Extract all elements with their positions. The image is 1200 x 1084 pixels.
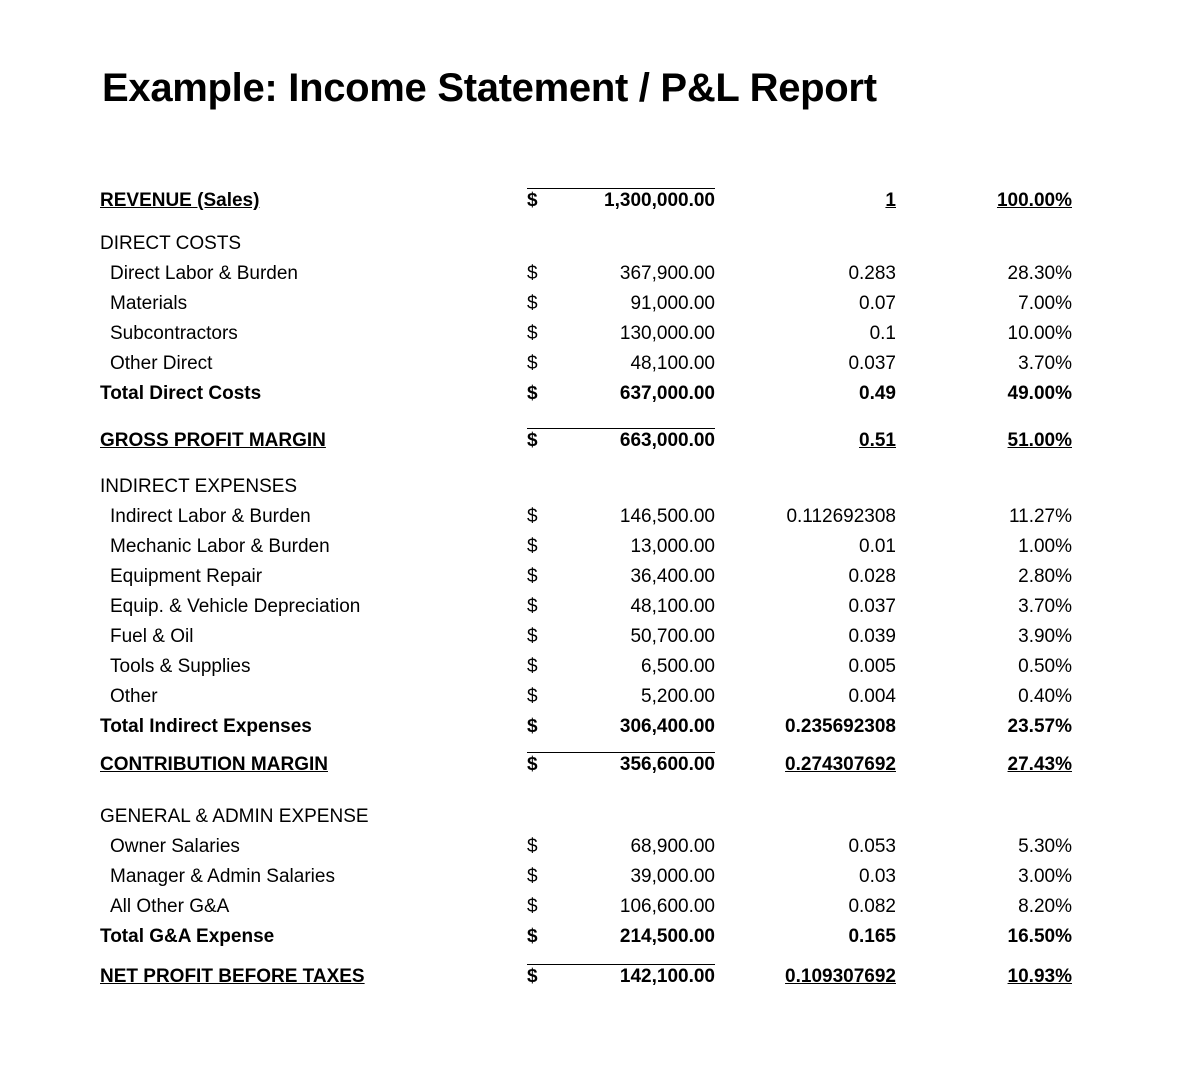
row-label: Materials: [110, 293, 188, 314]
row-percent: 100.00%: [996, 190, 1072, 211]
dollar-sign: $: [527, 866, 538, 887]
page-title: Example: Income Statement / P&L Report: [102, 66, 877, 110]
row-ratio: 1: [885, 190, 896, 211]
line-item-row: [0, 321, 1200, 347]
row-amount: 50,700.00: [630, 626, 715, 647]
row-amount: 48,100.00: [630, 353, 715, 374]
dollar-sign: $: [527, 506, 538, 527]
row-percent: 0.40%: [1018, 686, 1072, 707]
row-amount: 91,000.00: [630, 293, 715, 314]
dollar-sign: $: [527, 323, 538, 344]
row-amount: 142,100.00: [619, 966, 715, 987]
line-item-row: [0, 894, 1200, 920]
row-label: REVENUE (Sales): [100, 190, 260, 211]
line-item-row: [0, 261, 1200, 287]
row-ratio: 0.037: [848, 353, 896, 374]
amount-underline: [527, 188, 715, 189]
row-ratio: 0.01: [859, 536, 896, 557]
dollar-sign: $: [527, 293, 538, 314]
line-item-row: [0, 291, 1200, 317]
row-amount: 663,000.00: [619, 430, 715, 451]
row-percent: 10.93%: [1007, 966, 1072, 987]
row-label: Indirect Labor & Burden: [110, 506, 311, 527]
dollar-sign: $: [527, 716, 538, 737]
row-amount: 214,500.00: [619, 926, 715, 947]
row-label: Owner Salaries: [110, 836, 240, 857]
row-percent: 11.27%: [1008, 506, 1072, 527]
gross-profit-row: [0, 428, 1200, 454]
row-ratio: 0.037: [848, 596, 896, 617]
row-amount: 106,600.00: [619, 896, 715, 917]
row-label: All Other G&A: [110, 896, 230, 917]
row-ratio: 0.51: [859, 430, 896, 451]
row-ratio: 0.082: [848, 896, 896, 917]
row-label: Tools & Supplies: [110, 656, 251, 677]
row-percent: 3.70%: [1018, 353, 1072, 374]
row-amount: 1,300,000.00: [604, 190, 715, 211]
row-percent: 7.00%: [1018, 293, 1072, 314]
row-amount: 13,000.00: [630, 536, 715, 557]
row-ratio: 0.283: [848, 263, 896, 284]
dollar-sign: $: [527, 263, 538, 284]
row-ratio: 0.1: [869, 323, 896, 344]
line-item-row: [0, 534, 1200, 560]
total-row-indirect-expenses: [0, 714, 1200, 740]
total-row-ga-expense: [0, 924, 1200, 950]
line-item-row: [0, 624, 1200, 650]
section-header-ga-expense: [0, 804, 1200, 830]
row-ratio: 0.109307692: [785, 966, 896, 987]
row-ratio: 0.165: [848, 926, 896, 947]
dollar-sign: $: [527, 430, 538, 451]
row-label: Other Direct: [110, 353, 213, 374]
row-label: Direct Labor & Burden: [110, 263, 298, 284]
row-label: Subcontractors: [110, 323, 238, 344]
amount-underline: [527, 428, 715, 429]
row-ratio: 0.005: [848, 656, 896, 677]
row-percent: 3.90%: [1018, 626, 1072, 647]
line-item-row: [0, 684, 1200, 710]
amount-underline: [527, 752, 715, 753]
section-label: GENERAL & ADMIN EXPENSE: [100, 806, 369, 827]
row-ratio: 0.03: [859, 866, 896, 887]
row-percent: 5.30%: [1018, 836, 1072, 857]
row-amount: 130,000.00: [619, 323, 715, 344]
dollar-sign: $: [527, 686, 538, 707]
row-amount: 68,900.00: [630, 836, 715, 857]
dollar-sign: $: [527, 836, 538, 857]
row-percent: 1.00%: [1018, 536, 1072, 557]
row-label: Total Indirect Expenses: [100, 716, 312, 737]
dollar-sign: $: [527, 626, 538, 647]
row-ratio: 0.004: [848, 686, 896, 707]
dollar-sign: $: [527, 353, 538, 374]
revenue-row: [0, 188, 1200, 214]
contribution-margin-row: [0, 752, 1200, 778]
dollar-sign: $: [527, 656, 538, 677]
dollar-sign: $: [527, 536, 538, 557]
row-amount: 48,100.00: [630, 596, 715, 617]
section-header-indirect-expenses: [0, 474, 1200, 500]
dollar-sign: $: [527, 190, 538, 211]
line-item-row: [0, 594, 1200, 620]
row-percent: 0.50%: [1018, 656, 1072, 677]
row-percent: 28.30%: [1007, 263, 1072, 284]
row-label: Manager & Admin Salaries: [110, 866, 335, 887]
row-ratio: 0.028: [848, 566, 896, 587]
row-ratio: 0.053: [848, 836, 896, 857]
amount-underline: [527, 964, 715, 965]
section-label: DIRECT COSTS: [100, 233, 242, 254]
dollar-sign: $: [527, 566, 538, 587]
row-amount: 39,000.00: [630, 866, 715, 887]
row-percent: 3.00%: [1018, 866, 1072, 887]
row-amount: 637,000.00: [619, 383, 715, 404]
row-amount: 5,200.00: [641, 686, 715, 707]
row-ratio: 0.112692308: [786, 506, 896, 527]
row-amount: 306,400.00: [619, 716, 715, 737]
row-label: Total Direct Costs: [100, 383, 262, 404]
line-item-row: [0, 564, 1200, 590]
row-label: Equipment Repair: [110, 566, 263, 587]
row-amount: 36,400.00: [630, 566, 715, 587]
row-label: Total G&A Expense: [100, 926, 275, 947]
net-profit-row: [0, 964, 1200, 990]
row-ratio: 0.274307692: [785, 754, 896, 775]
row-ratio: 0.235692308: [785, 716, 896, 737]
row-label: GROSS PROFIT MARGIN: [100, 430, 326, 451]
row-percent: 8.20%: [1018, 896, 1072, 917]
dollar-sign: $: [527, 754, 538, 775]
line-item-row: [0, 864, 1200, 890]
section-label: INDIRECT EXPENSES: [100, 476, 298, 497]
row-percent: 3.70%: [1018, 596, 1072, 617]
row-percent: 16.50%: [1007, 926, 1072, 947]
row-label: NET PROFIT BEFORE TAXES: [100, 966, 365, 987]
row-label: CONTRIBUTION MARGIN: [100, 754, 328, 775]
section-header-direct-costs: [0, 231, 1200, 257]
dollar-sign: $: [527, 596, 538, 617]
row-ratio: 0.07: [859, 293, 896, 314]
row-percent: 23.57%: [1007, 716, 1072, 737]
row-percent: 10.00%: [1007, 323, 1072, 344]
row-percent: 49.00%: [1007, 383, 1072, 404]
row-label: Equip. & Vehicle Depreciation: [110, 596, 361, 617]
total-row-direct-costs: [0, 381, 1200, 407]
line-item-row: [0, 504, 1200, 530]
row-ratio: 0.49: [859, 383, 896, 404]
row-label: Fuel & Oil: [110, 626, 194, 647]
row-percent: 27.43%: [1007, 754, 1072, 775]
row-amount: 146,500.00: [619, 506, 715, 527]
row-amount: 367,900.00: [619, 263, 715, 284]
dollar-sign: $: [527, 896, 538, 917]
dollar-sign: $: [527, 926, 538, 947]
row-percent: 51.00%: [1007, 430, 1072, 451]
row-label: Other: [110, 686, 158, 707]
line-item-row: [0, 654, 1200, 680]
row-amount: 6,500.00: [641, 656, 715, 677]
dollar-sign: $: [527, 966, 538, 987]
row-percent: 2.80%: [1018, 566, 1072, 587]
row-label: Mechanic Labor & Burden: [110, 536, 330, 557]
row-ratio: 0.039: [848, 626, 896, 647]
dollar-sign: $: [527, 383, 538, 404]
line-item-row: [0, 351, 1200, 377]
line-item-row: [0, 834, 1200, 860]
row-amount: 356,600.00: [619, 754, 715, 775]
